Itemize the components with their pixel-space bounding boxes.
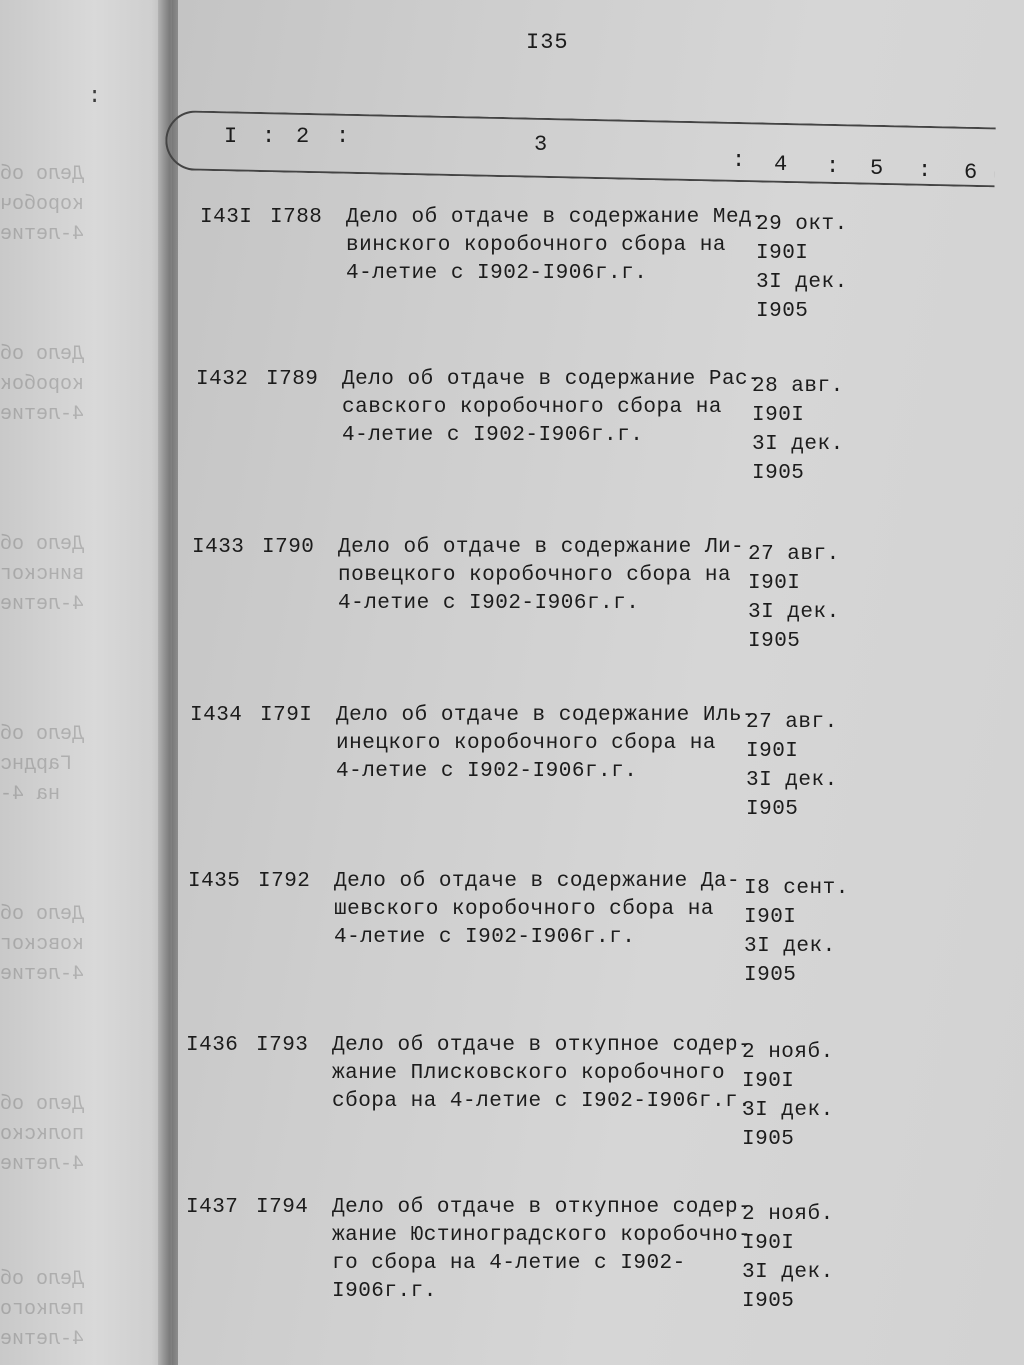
column-separator: : bbox=[826, 154, 840, 179]
entry-dates bbox=[752, 372, 862, 488]
date-start: 28 авг. bbox=[752, 375, 844, 398]
description-line: жание Юстиноградского коробочно- bbox=[332, 1224, 752, 1247]
description-line: го сбора на 4-летие с I902- bbox=[332, 1252, 686, 1275]
entry-dates bbox=[748, 540, 858, 656]
date-end: 3I дек. bbox=[744, 935, 836, 958]
entry-number: I437 bbox=[186, 1196, 239, 1219]
date-end: 3I дек. bbox=[742, 1261, 834, 1284]
description-line: 4-летие с I902-I906г.г. bbox=[334, 926, 636, 949]
description-line: инецкого коробочного сбора на bbox=[336, 732, 716, 755]
date-end: 3I дек. bbox=[756, 271, 848, 294]
description-line: 4-летие с I902-I906г.г. bbox=[338, 592, 640, 615]
description-line: шевского коробочного сбора на bbox=[334, 898, 714, 921]
entry-reference: I789 bbox=[266, 368, 319, 391]
year-start: I90I bbox=[746, 740, 799, 763]
entry-reference: I793 bbox=[256, 1034, 309, 1057]
year-start: I90I bbox=[752, 404, 805, 427]
column-separator: : bbox=[918, 158, 932, 183]
description-line: сбора на 4-летие с I902-I906г.г. bbox=[332, 1090, 752, 1113]
description-line: 4-летие с I902-I906г.г. bbox=[336, 760, 638, 783]
year-end: I905 bbox=[744, 964, 797, 987]
entry-description bbox=[334, 868, 754, 952]
column-header-5: 5 bbox=[870, 156, 884, 181]
year-end: I905 bbox=[742, 1290, 795, 1313]
entry-number: I434 bbox=[190, 704, 243, 727]
bleed-through-text: Дело об винског 4-летие bbox=[0, 533, 85, 616]
entry-description bbox=[336, 702, 756, 786]
description-line: Дело об отдаче в содержание Ли- bbox=[338, 536, 745, 559]
date-start: 27 авг. bbox=[746, 711, 838, 734]
column-separator: : bbox=[336, 124, 350, 149]
column-separator: : bbox=[262, 124, 276, 149]
year-end: I905 bbox=[748, 630, 801, 653]
entry-number: I432 bbox=[196, 368, 249, 391]
date-end: 3I дек. bbox=[746, 769, 838, 792]
description-line: савского коробочного сбора на bbox=[342, 396, 722, 419]
date-end: 3I дек. bbox=[752, 433, 844, 456]
main-page bbox=[178, 0, 1024, 1365]
bleed-through-text: Дело об пелкого 4-летие bbox=[0, 1268, 85, 1351]
entry-dates bbox=[756, 210, 866, 326]
entry-number: I436 bbox=[186, 1034, 239, 1057]
description-line: 4-летие с I902-I906г.г. bbox=[342, 424, 644, 447]
entry-dates bbox=[742, 1038, 852, 1154]
entry-description bbox=[332, 1194, 752, 1306]
bleed-through-text: Дело об Гарднс на 4- bbox=[0, 723, 85, 806]
year-start: I90I bbox=[748, 572, 801, 595]
bleed-through-text: Дело об коробоч 4-летие bbox=[0, 163, 85, 246]
description-line: Дело об отдаче в содержание Мед- bbox=[346, 206, 766, 229]
date-start: I8 сент. bbox=[744, 877, 849, 900]
entry-number: I435 bbox=[188, 870, 241, 893]
entry-dates bbox=[746, 708, 856, 824]
column-header-1: I bbox=[224, 124, 238, 149]
description-line: Дело об отдаче в содержание Да- bbox=[334, 870, 741, 893]
entry-dates bbox=[742, 1200, 852, 1316]
column-separator: : bbox=[732, 148, 746, 173]
description-line: жание Плисковского коробочного bbox=[332, 1062, 726, 1085]
year-start: I90I bbox=[742, 1232, 795, 1255]
entry-number: I433 bbox=[192, 536, 245, 559]
description-line: I906г.г. bbox=[332, 1280, 437, 1303]
date-start: 2 нояб. bbox=[742, 1041, 834, 1064]
column-header-2: 2 bbox=[296, 124, 310, 149]
entry-reference: I790 bbox=[262, 536, 315, 559]
year-end: I905 bbox=[746, 798, 799, 821]
entry-reference: I792 bbox=[258, 870, 311, 893]
entry-description bbox=[346, 204, 766, 288]
entry-description bbox=[332, 1032, 752, 1116]
page-number: I35 bbox=[526, 30, 569, 55]
description-line: Дело об отдаче в откупное содер- bbox=[332, 1196, 752, 1219]
entry-description bbox=[338, 534, 758, 618]
entry-description bbox=[342, 366, 762, 450]
bleed-through-text: Дело об ковског 4-летие bbox=[0, 903, 85, 986]
year-end: I905 bbox=[756, 300, 809, 323]
column-header-3: 3 bbox=[534, 132, 548, 157]
year-start: I90I bbox=[756, 242, 809, 265]
bleed-through-text: Дело об полкско 4-летие bbox=[0, 1093, 85, 1176]
description-line: Дело об отдаче в откупное содер- bbox=[332, 1034, 752, 1057]
description-line: повецкого коробочного сбора на bbox=[338, 564, 732, 587]
description-line: 4-летие с I902-I906г.г. bbox=[346, 262, 648, 285]
date-end: 3I дек. bbox=[748, 601, 840, 624]
date-start: 27 авг. bbox=[748, 543, 840, 566]
entry-number: I43I bbox=[200, 206, 253, 229]
description-line: Дело об отдаче в содержание Рас- bbox=[342, 368, 762, 391]
bleed-through-text: Дело об коробок 4-летие bbox=[0, 343, 85, 426]
date-start: 2 нояб. bbox=[742, 1203, 834, 1226]
entry-dates bbox=[744, 874, 854, 990]
year-start: I90I bbox=[742, 1070, 795, 1093]
description-line: винского коробочного сбора на bbox=[346, 234, 726, 257]
description-line: Дело об отдаче в содержание Иль- bbox=[336, 704, 756, 727]
entry-reference: I794 bbox=[256, 1196, 309, 1219]
left-page-marks: : bbox=[88, 84, 102, 109]
left-facing-page bbox=[0, 0, 172, 1365]
column-header-6: 6 bbox=[964, 160, 978, 185]
date-start: 29 окт. bbox=[756, 213, 848, 236]
date-end: 3I дек. bbox=[742, 1099, 834, 1122]
column-header-4: 4 bbox=[774, 152, 788, 177]
year-end: I905 bbox=[752, 462, 805, 485]
entry-reference: I788 bbox=[270, 206, 323, 229]
year-start: I90I bbox=[744, 906, 797, 929]
entry-reference: I79I bbox=[260, 704, 313, 727]
year-end: I905 bbox=[742, 1128, 795, 1151]
